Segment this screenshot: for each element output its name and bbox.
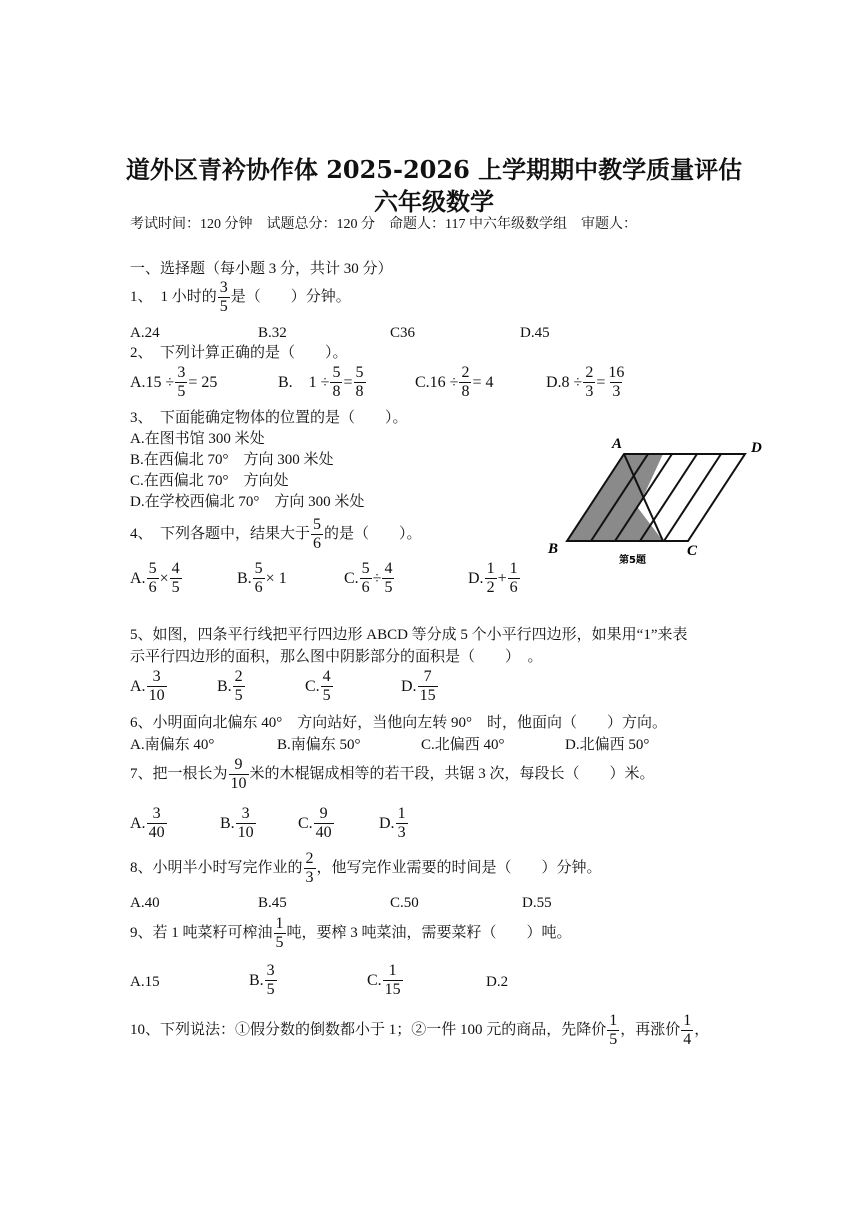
q7-option-b: B. $\frac{3}{10}$ (220, 805, 254, 841)
fraction: $\frac{3}{10}$ (237, 805, 254, 841)
fraction: $\frac{5}{6}$ (313, 516, 322, 552)
fraction: $\frac{2}{3}$ (305, 850, 314, 886)
fraction: $\frac{3}{5}$ (177, 364, 186, 400)
question-number: 1、 (130, 289, 153, 305)
q6-option-a: A.南偏东 40° (130, 737, 215, 753)
q6-option-c: C.北偏西 40° (421, 737, 505, 753)
fraction: $\frac{3}{40}$ (148, 805, 165, 841)
fraction: $\frac{2}{8}$ (461, 364, 470, 400)
question-text: 1 小时的 (160, 289, 217, 305)
fraction: $\frac{5}{6}$ (254, 560, 263, 596)
q7-option-c: C. $\frac{9}{40}$ (298, 805, 332, 841)
q3-option-a: A.在图书馆 300 米处 (130, 431, 265, 447)
fraction: $\frac{9}{10}$ (230, 756, 247, 792)
q2-option-b: B. 1 ÷ $\frac{5}{8}$ = $\frac{5}{8}$ (278, 364, 364, 400)
q4-option-b: B. $\frac{5}{6}$ × 1 (237, 560, 287, 596)
question-text: 是（ ）分钟。 (230, 289, 351, 305)
fraction: $\frac{9}{40}$ (315, 805, 332, 841)
q8-option-c: C.50 (390, 895, 419, 911)
fraction: $\frac{2}{5}$ (234, 668, 243, 704)
parallel-line (664, 454, 721, 541)
q9-option-d: D.2 (486, 974, 509, 990)
parallelogram-figure (540, 432, 770, 572)
question-6: 6、小明面向北偏东 40° 方向站好，当他向左转 90° 时，他面向（ ）方向。 (130, 715, 668, 731)
fraction: $\frac{7}{15}$ (419, 668, 436, 704)
fraction: $\frac{3}{10}$ (148, 668, 165, 704)
q1-option-d: D.45 (520, 325, 550, 341)
fraction: $\frac{16}{3}$ (608, 364, 625, 400)
fraction: $\frac{5}{8}$ (355, 364, 364, 400)
q3-option-b: B.在西偏北 70° 方向 300 米处 (130, 452, 334, 468)
q6-option-b: B.南偏东 50° (277, 737, 361, 753)
question-9: 9、若 1 吨菜籽可榨油 $\frac{1}{5}$ 吨，要榨 3 吨菜油，需要菜籽（ ）吨。 (130, 915, 572, 951)
q2-option-d: D.8 ÷ $\frac{2}{3}$ = $\frac{16}{3}$ (546, 364, 625, 400)
fraction: $\frac{3}{5}$ (266, 962, 275, 998)
fraction: $\frac{1}{2}$ (486, 560, 495, 596)
fraction: $\frac{2}{3}$ (585, 364, 594, 400)
label-a: A (612, 436, 623, 452)
question-5-line-1: 5、如图，四条平行线把平行四边形 ABCD 等分成 5 个小平行四边形，如果用“1”来表 (130, 627, 688, 643)
figure-caption: 第5题 (619, 555, 646, 566)
fraction: $\frac{4}{5}$ (384, 560, 393, 596)
question-2: 2、 下列计算正确的是（ ）。 (130, 345, 348, 361)
fraction: $\frac{5}{8}$ (332, 364, 341, 400)
q5-option-a: A. $\frac{3}{10}$ (130, 668, 165, 704)
q8-option-b: B.45 (258, 895, 287, 911)
q5-option-d: D. $\frac{7}{15}$ (401, 668, 436, 704)
question-1 (130, 280, 351, 315)
fraction: $\frac{1}{4}$ (683, 1012, 692, 1048)
q8-option-d: D.55 (522, 895, 552, 911)
question-3: 3、 下面能确定物体的位置的是（ ）。 (130, 410, 408, 426)
q1-option-b: B.32 (258, 325, 287, 341)
q1-option-a: A.24 (130, 325, 160, 341)
fraction: $\frac{4}{5}$ (171, 560, 180, 596)
q9-option-c: C. $\frac{1}{15}$ (367, 962, 401, 998)
exam-subtitle: 六年级数学 (374, 187, 494, 216)
q2-option-c: C.16 ÷ $\frac{2}{8}$ = 4 (415, 364, 494, 400)
q2-option-a: A.15 ÷ $\frac{3}{5}$ = 25 (130, 364, 218, 400)
section-title: 一、选择题（每小题 3 分，共计 30 分） (130, 261, 393, 277)
q8-option-a: A.40 (130, 895, 160, 911)
fraction: $\frac{3}{5}$ (219, 279, 228, 315)
label-c: C (687, 543, 698, 559)
q7-option-d: D. $\frac{1}{3}$ (379, 805, 406, 841)
fraction: $\frac{4}{5}$ (322, 668, 331, 704)
q6-option-d: D.北偏西 50° (565, 737, 650, 753)
question-5-line-2: 示平行四边形的面积，那么图中阴影部分的面积是（ ） 。 (130, 649, 543, 665)
fraction: $\frac{5}{6}$ (361, 560, 370, 596)
question-7: 7、把一根长为 $\frac{9}{10}$ 米的木棍锯成相等的若干段，共锯 3 次，每段长（ ）米。 (130, 756, 655, 792)
q4-option-c: C. $\frac{5}{6}$ ÷ $\frac{4}{5}$ (344, 560, 393, 596)
q9-option-a: A.15 (130, 974, 160, 990)
q3-option-c: C.在西偏北 70° 方向处 (130, 473, 289, 489)
exam-title: 道外区青衿协作体 2025-2026 上学期期中教学质量评估 (125, 155, 743, 184)
q5-option-c: C. $\frac{4}{5}$ (305, 668, 331, 704)
label-d: D (751, 440, 762, 456)
fraction: $\frac{1}{5}$ (609, 1012, 618, 1048)
q4-option-d: D. $\frac{1}{2}$ + $\frac{1}{6}$ (468, 560, 518, 596)
question-4: 4、 下列各题中，结果大于 $\frac{5}{6}$ 的是（ ）。 (130, 516, 422, 552)
fraction: $\frac{5}{6}$ (148, 560, 157, 596)
question-10: 10、下列说法：①假分数的倒数都小于 1；②一件 100 元的商品，先降价 $\frac{1}{5}$ ，再涨价 $\frac{1}{4}$ ， (130, 1012, 710, 1048)
fraction: $\frac{1}{6}$ (509, 560, 518, 596)
fraction: $\frac{1}{15}$ (384, 962, 401, 998)
exam-info: 考试时间：120 分钟 试题总分：120 分 命题人：117 中六年级数学组 审题人： (130, 217, 637, 232)
q9-option-b: B. $\frac{3}{5}$ (249, 962, 275, 998)
q5-option-b: B. $\frac{2}{5}$ (217, 668, 243, 704)
fraction: $\frac{1}{3}$ (397, 805, 406, 841)
q7-option-a: A. $\frac{3}{40}$ (130, 805, 165, 841)
q1-option-c: C36 (390, 325, 416, 341)
q3-option-d: D.在学校西偏北 70° 方向 300 米处 (130, 494, 365, 510)
label-b: B (548, 541, 559, 557)
fraction: $\frac{1}{5}$ (275, 915, 284, 951)
question-8: 8、小明半小时写完作业的 $\frac{2}{3}$ ，他写完作业需要的时间是（ ）分钟。 (130, 850, 602, 886)
q4-option-a: A. $\frac{5}{6}$ × $\frac{4}{5}$ (130, 560, 180, 596)
